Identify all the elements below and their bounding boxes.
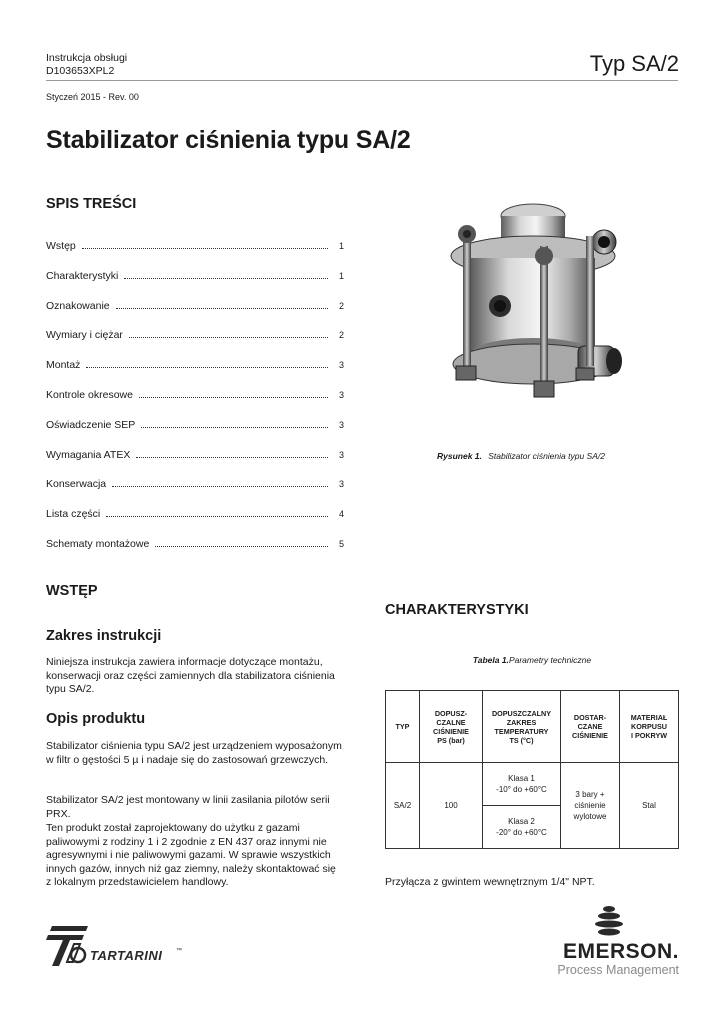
doc-type: Instrukcja obsługi (46, 52, 128, 64)
toc-item[interactable] (46, 508, 344, 522)
toc-item-label: Kontrole okresowe (46, 389, 133, 401)
emerson-globe-icon (592, 905, 626, 937)
toc-item-page: 3 (338, 390, 344, 400)
toc-item-label: Wymagania ATEX (46, 448, 131, 461)
cell-ps: 100 (420, 763, 483, 849)
toc-item[interactable] (46, 389, 344, 403)
emerson-logo (539, 905, 679, 983)
toc-item-page: 3 (338, 449, 344, 460)
toc-leader-dots (86, 367, 328, 368)
toc-item[interactable] (46, 478, 344, 492)
toc-item-label: Oznakowanie (46, 299, 110, 312)
toc-leader-dots (82, 248, 328, 249)
tartarini-trademark: ™ (176, 948, 182, 954)
toc-item-page: 3 (338, 360, 344, 371)
scope-heading: Zakres instrukcji (46, 628, 162, 644)
toc-item[interactable] (46, 240, 344, 254)
toc-leader-dots (124, 278, 328, 279)
toc-item[interactable] (46, 300, 344, 314)
product-type: Typ SA/2 (589, 51, 679, 76)
figure-caption-text: Stabilizator ciśnienia typu SA/2 (488, 451, 605, 461)
characteristics-heading: CHARAKTERYSTYKI (385, 602, 529, 618)
toc-item-label: Schematy montażowe (46, 538, 150, 550)
doc-code: D103653XPL2 (46, 65, 115, 77)
toc-leader-dots (136, 457, 328, 458)
toc-item[interactable] (46, 419, 344, 433)
toc-leader-dots (139, 397, 328, 398)
product-heading: Opis produktu (46, 711, 146, 727)
tartarini-logo (46, 920, 196, 970)
toc-item-page: 1 (338, 241, 344, 251)
toc-heading: SPIS TREŚCI (46, 196, 137, 212)
date-revision: Styczeń 2015 - Rev. 00 (46, 92, 139, 102)
toc-item[interactable] (46, 449, 344, 463)
toc-item-label: Charakterystyki (46, 269, 119, 282)
header-ts: DOPUSZCZALNY ZAKRES TEMPERATURY TS (°C) (483, 691, 561, 763)
toc-item-page: 4 (338, 509, 344, 520)
product-paragraph-3: Ten produkt został zaprojektowany do użytku z gazami paliwowymi z rodziny 1 i 2 zgodnie z EN 437 oraz innymi nie agresywnymi i nie paliwowymi gazami. W sprawie wszystkich innych gazów, innych niż gaz ziemny, należy skontaktować się z lokalnym przedstawicielem handlowy. (46, 822, 336, 889)
table-caption (385, 655, 679, 665)
emerson-wordmark: EMERSON. (562, 940, 679, 963)
table-header-row (386, 691, 679, 763)
cell-typ: SA/2 (386, 763, 420, 849)
toc-leader-dots (116, 308, 328, 309)
figure-caption-label: Rysunek 1. (437, 451, 482, 461)
toc-leader-dots (155, 546, 328, 547)
toc-item-page: 3 (338, 479, 344, 490)
toc-item-page: 5 (338, 539, 344, 549)
toc-item[interactable] (46, 270, 344, 284)
parameters-table (385, 690, 679, 849)
toc-item-label: Montaż (46, 359, 81, 372)
cell-delivered-pressure: 3 bary + ciśnienie wylotowe (561, 763, 620, 849)
toc-item[interactable] (46, 329, 344, 343)
product-paragraph-1: Stabilizator ciśnienia typu SA/2 jest urządzeniem wyposażonym w filtr o gęstości 5 µ i nadaje się do zastosowań grzewczych. (46, 740, 342, 766)
connection-note: Przyłącza z gwintem wewnętrznym 1/4" NPT. (385, 876, 595, 888)
stabilizer-photo (438, 196, 628, 414)
header-typ: TYP (386, 691, 420, 763)
header-material: MATERIAŁ KORPUSU I POKRYW (620, 691, 679, 763)
toc-item-label: Oświadczenie SEP (46, 418, 136, 431)
scope-text: Niniejsza instrukcja zawiera informacje dotyczące montażu, konserwacji oraz części zamiennych dla stabilizatora ciśnienia typu SA/2. (46, 656, 335, 696)
table-caption-label: Tabela 1. (472, 655, 509, 665)
toc-item-page: 3 (338, 419, 344, 430)
page-title: Stabilizator ciśnienia typu SA/2 (46, 126, 411, 154)
header-ps: DOPUSZ- CZALNE CIŚNIENIE PS (bar) (420, 691, 483, 763)
toc-item-label: Wstęp (46, 240, 76, 252)
toc-item-label: Lista części (46, 508, 101, 521)
product-paragraph-2: Stabilizator SA/2 jest montowany w linii zasilania pilotów serii PRX. (46, 794, 330, 820)
toc-item[interactable] (46, 359, 344, 373)
toc-item-page: 2 (338, 330, 344, 341)
header-delivered-pressure: DOSTAR- CZANE CIŚNIENIE (561, 691, 620, 763)
toc-leader-dots (112, 486, 328, 487)
cell-class-1: Klasa 1 -10° do +60°C (483, 763, 561, 806)
tartarini-wordmark: TARTARINI (90, 948, 163, 963)
table-caption-text: Parametry techniczne (508, 655, 592, 665)
figure-caption (437, 451, 605, 461)
toc-leader-dots (129, 337, 328, 338)
toc-leader-dots (141, 427, 328, 428)
toc-item[interactable] (46, 538, 344, 552)
toc-leader-dots (106, 516, 328, 517)
cell-material: Stal (620, 763, 679, 849)
cell-class-2: Klasa 2 -20° do +60°C (483, 806, 561, 849)
toc-item-label: Konserwacja (46, 478, 107, 491)
header-rule (46, 80, 678, 81)
emerson-subtitle: Process Management (557, 963, 679, 977)
table-row (386, 763, 679, 806)
toc-item-page: 2 (338, 300, 344, 311)
intro-heading: WSTĘP (46, 583, 98, 599)
toc-item-page: 1 (338, 270, 344, 281)
tartarini-mark-icon (46, 922, 90, 968)
toc-item-label: Wymiary i ciężar (46, 329, 123, 342)
